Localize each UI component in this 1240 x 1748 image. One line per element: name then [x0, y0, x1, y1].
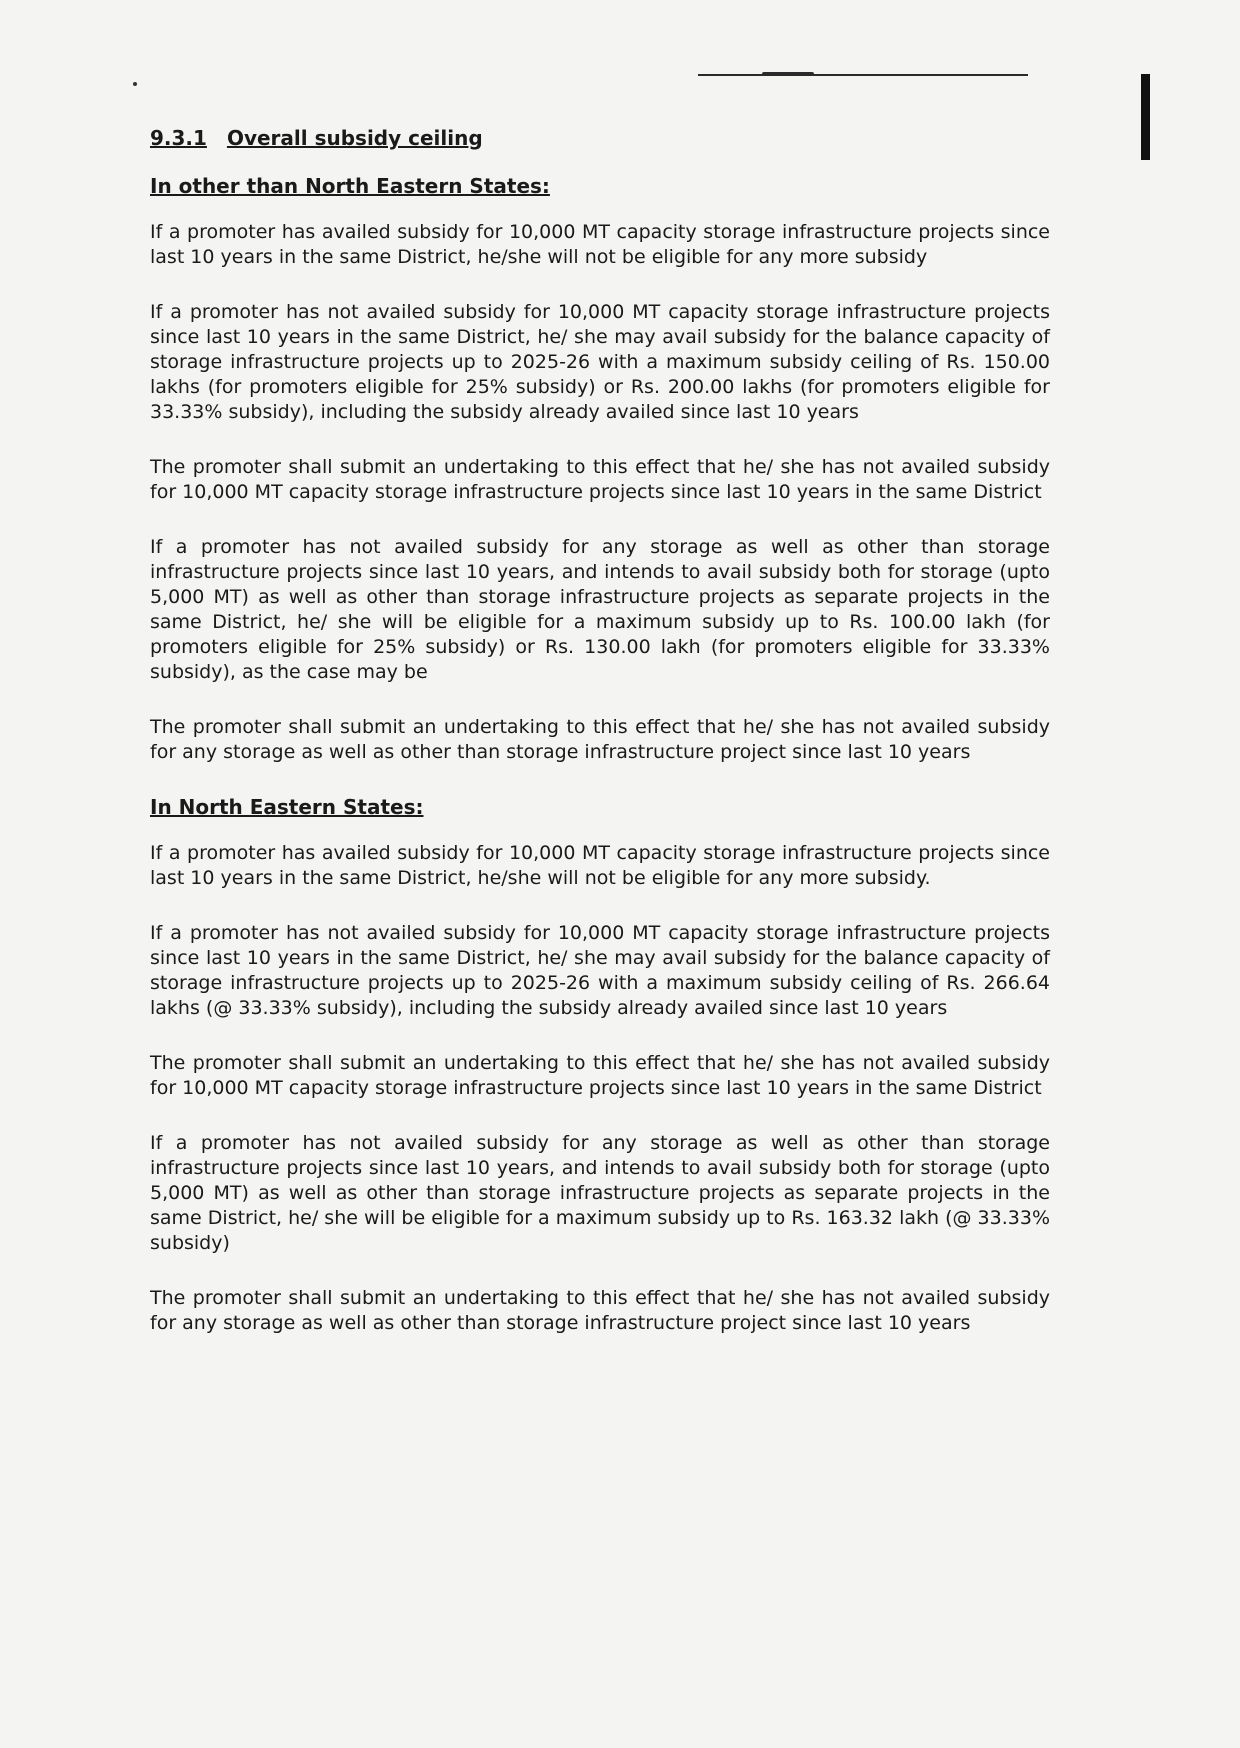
header-rule	[698, 74, 1028, 76]
sub-heading-other-than-ne: In other than North Eastern States:	[150, 174, 550, 198]
paragraph: The promoter shall submit an undertaking to this effect that he/ she has not availed subsidy for 10,000 MT capacity storage infrastructure projects since last 10 years in the same District	[150, 1052, 1050, 1099]
paragraph: If a promoter has availed subsidy for 10,000 MT capacity storage infrastructure projects since last 10 years in the same District, he/she will not be eligible for any more subsidy.	[150, 842, 1050, 889]
section-heading	[150, 126, 1050, 150]
section-title: Overall subsidy ceiling	[226, 126, 483, 150]
paragraph: The promoter shall submit an undertaking to this effect that he/ she has not availed subsidy for any storage as well as other than storage infrastructure project since last 10 years	[150, 1287, 1050, 1334]
paragraph: If a promoter has not availed subsidy for 10,000 MT capacity storage infrastructure projects since last 10 years in the same District, he/ she may avail subsidy for the balance capacity of storage infrastructure projects up to 2025-26 with a maximum subsidy ceiling of Rs. 266.64 lakhs (@ 33.33% subsidy), including the subsidy already availed since last 10 years	[150, 922, 1050, 1019]
paragraph: The promoter shall submit an undertaking to this effect that he/ she has not availed subsidy for any storage as well as other than storage infrastructure project since last 10 years	[150, 716, 1050, 763]
scan-speck	[133, 82, 137, 86]
margin-bar	[1141, 74, 1150, 160]
section-number: 9.3.1	[150, 126, 207, 150]
paragraph: If a promoter has not availed subsidy for 10,000 MT capacity storage infrastructure projects since last 10 years in the same District, he/ she may avail subsidy for the balance capacity of storage infrastructure projects up to 2025-26 with a maximum subsidy ceiling of Rs. 150.00 lakhs (for promoters eligible for 25% subsidy) or Rs. 200.00 lakhs (for promoters eligible for 33.33% subsidy), including the subsidy already availed since last 10 years	[150, 301, 1050, 423]
paragraph: If a promoter has availed subsidy for 10,000 MT capacity storage infrastructure projects since last 10 years in the same District, he/she will not be eligible for any more subsidy	[150, 221, 1050, 268]
document-body	[150, 126, 1050, 1366]
group-other-than-ne	[150, 174, 1050, 765]
paragraph: If a promoter has not availed subsidy for any storage as well as other than storage infrastructure projects since last 10 years, and intends to avail subsidy both for storage (upto 5,000 MT) as well as other than storage infrastructure projects as separate projects in the same District, he/ she will be eligible for a maximum subsidy up to Rs. 100.00 lakh (for promoters eligible for 25% subsidy) or Rs. 130.00 lakh (for promoters eligible for 33.33% subsidy), as the case may be	[150, 536, 1050, 683]
group-ne	[150, 795, 1050, 1336]
paragraph: The promoter shall submit an undertaking to this effect that he/ she has not availed subsidy for 10,000 MT capacity storage infrastructure projects since last 10 years in the same District	[150, 456, 1050, 503]
paragraph: If a promoter has not availed subsidy for any storage as well as other than storage infrastructure projects since last 10 years, and intends to avail subsidy both for storage (upto 5,000 MT) as well as other than storage infrastructure projects as separate projects in the same District, he/ she will be eligible for a maximum subsidy up to Rs. 163.32 lakh (@ 33.33% subsidy)	[150, 1132, 1050, 1254]
sub-heading-ne: In North Eastern States:	[150, 795, 424, 819]
